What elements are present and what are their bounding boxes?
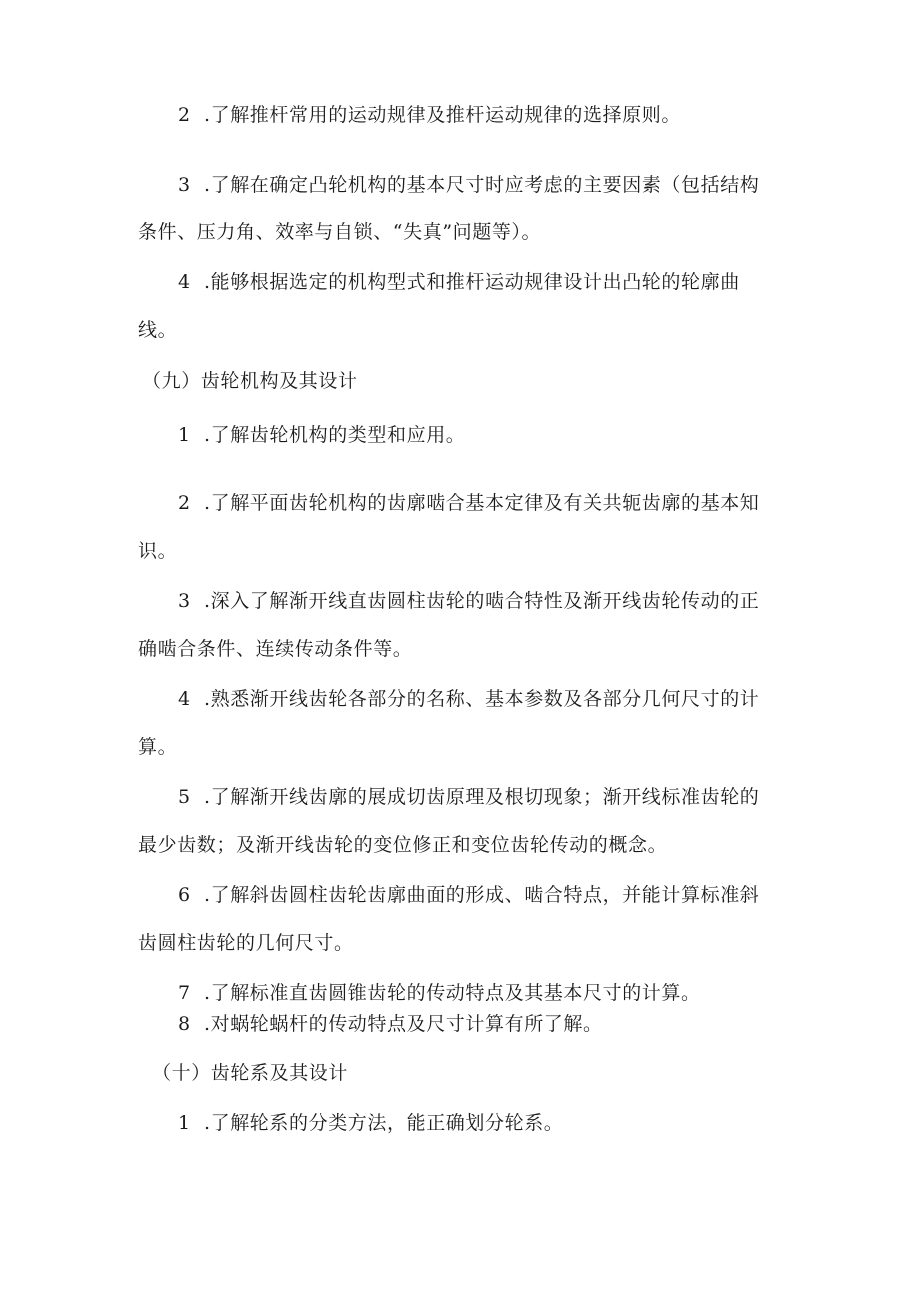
section-heading-9: （九）齿轮机构及其设计 [142,370,358,392]
item-cam-4: 4 .能够根据选定的机构型式和推杆运动规律设计出凸轮的轮廓曲 [178,271,740,293]
section-heading-10: （十）齿轮系及其设计 [152,1062,349,1084]
item-gear-6-cont: 齿圆柱齿轮的几何尺寸。 [138,932,354,954]
item-gear-5-cont: 最少齿数；及渐开线齿轮的变位修正和变位齿轮传动的概念。 [138,834,668,856]
item-gear-8: 8 .对蜗轮蜗杆的传动特点及尺寸计算有所了解。 [178,1013,603,1035]
item-cam-4-cont: 线。 [138,319,178,341]
item-cam-3: 3 .了解在确定凸轮机构的基本尺寸时应考虑的主要因素（包括结构 [178,174,760,196]
item-gear-2-cont: 识。 [138,540,178,562]
item-gear-4: 4 .熟悉渐开线齿轮各部分的名称、基本参数及各部分几何尺寸的计 [178,688,760,710]
item-gear-2: 2 .了解平面齿轮机构的齿廓啮合基本定律及有关共轭齿廓的基本知 [178,492,760,514]
item-cam-2: 2 .了解推杆常用的运动规律及推杆运动规律的选择原则。 [178,104,682,126]
item-gear-5: 5 .了解渐开线齿廓的展成切齿原理及根切现象；渐开线标准齿轮的 [178,786,760,808]
item-gear-4-cont: 算。 [138,736,178,758]
item-gear-6: 6 .了解斜齿圆柱齿轮齿廓曲面的形成、啮合特点，并能计算标准斜 [178,884,760,906]
item-gear-3: 3 .深入了解渐开线直齿圆柱齿轮的啮合特性及渐开线齿轮传动的正 [178,590,760,612]
item-gear-1: 1 .了解齿轮机构的类型和应用。 [178,424,466,446]
item-gear-3-cont: 确啮合条件、连续传动条件等。 [138,638,413,660]
item-gear-7: 7 .了解标准直齿圆锥齿轮的传动特点及其基本尺寸的计算。 [178,982,701,1004]
item-cam-3-cont: 条件、压力角、效率与自锁、“失真”问题等）。 [138,221,542,243]
item-train-1: 1 .了解轮系的分类方法，能正确划分轮系。 [178,1112,564,1134]
